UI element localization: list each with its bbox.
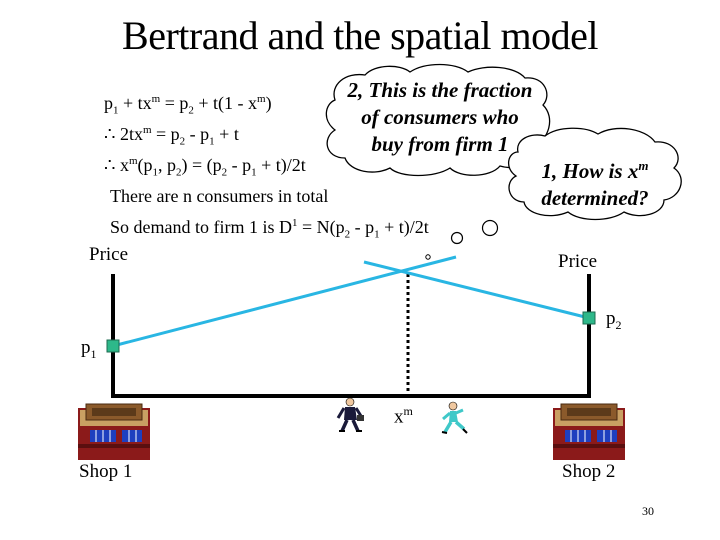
callout-2-line-1: 2, This is the fraction: [347, 78, 533, 102]
thought-bubble-medium: [452, 233, 463, 244]
shop-2-icon: [553, 404, 625, 460]
equation-3: ∴ $x^m(p_1$, $p_2) = (p_2 - p_1 + t)/2t$: [104, 155, 306, 179]
equation-1: $p_1 + tx^m = p_2 + t(1 - x^m)$: [104, 93, 272, 117]
price-label-right: Price: [558, 251, 598, 272]
callout-1-line-2: determined?: [541, 186, 649, 210]
equation-2: ∴ $2tx^m = p_2 - p_1 + t$: [104, 124, 239, 148]
callout-1-text: [510, 152, 680, 212]
walking-businessman-icon: [338, 398, 364, 431]
firm-2-price-line: [364, 262, 589, 318]
running-person-icon: [442, 402, 467, 433]
callout-2-line-3: buy from firm 1: [371, 132, 509, 156]
callout-2-line-2: of consumers who: [361, 105, 519, 129]
shop-2-label: Shop 2: [562, 461, 616, 482]
price-label-left: Price: [89, 244, 129, 265]
slide-title: Bertrand and the spatial model: [122, 13, 598, 58]
thought-bubble-small: [426, 255, 430, 259]
firm-1-price-line: [113, 257, 456, 346]
page-number: 30: [642, 504, 654, 518]
callout-2-text: [333, 77, 547, 158]
p1-marker: [107, 340, 119, 352]
equation-5: So demand to firm 1 is $D^1 = N(p_2 - p_1 + t)/2t$: [110, 217, 429, 241]
callout-1-line-1: 1, How is $x^m$: [541, 158, 649, 183]
thought-bubble-large: [483, 221, 498, 236]
equation-4: There are n consumers in total: [110, 186, 329, 206]
xm-label: $x^m$: [394, 404, 413, 428]
shop-1-label: Shop 1: [79, 461, 133, 482]
shop-1-icon: [78, 404, 150, 460]
p2-label: $p_2$: [606, 308, 622, 332]
p1-label: $p_1$: [81, 337, 97, 361]
p2-marker: [583, 312, 595, 324]
